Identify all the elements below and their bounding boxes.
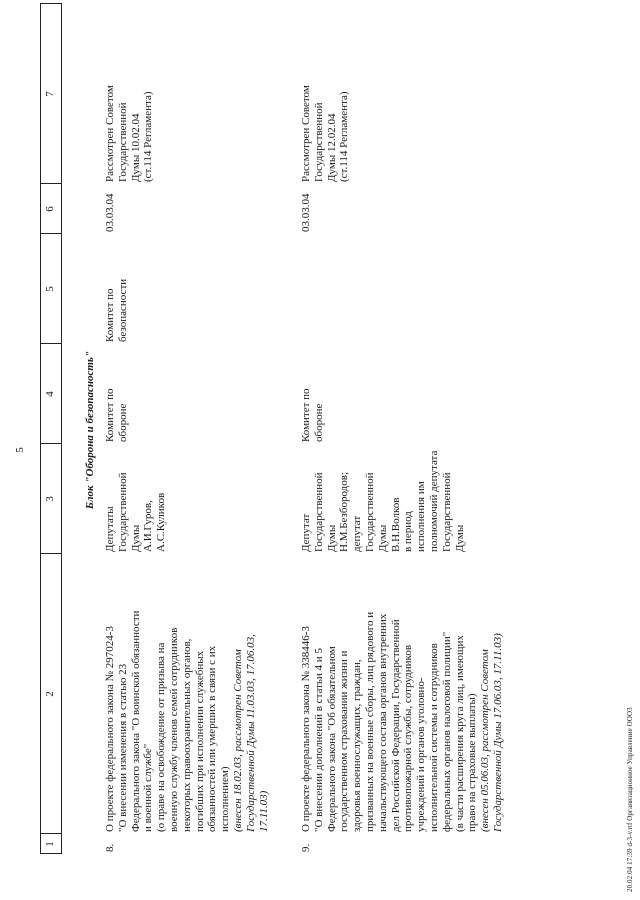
bill-description: О проекте федерального закона № 297024-3 "О внесении изменения в статью 23 Федерального закона "О воинской обязанности и военной службе" (о праве на освобождение от призыва на военную службу членов семей сотрудников некоторых правоохранительных органов, погибших при исполнении служебных обязанностей или умерших в связи с их исполнением) (внесен 18.02.03, рассмотрен Советом Государственной Думы 11.03.03, 17.06.03, 17.11.03) xyxy=(104,552,270,832)
block-title: Блок "Оборона и безопасность" xyxy=(84,350,96,510)
bill-note: (внесен 05.06.03, рассмотрен Советом Государственной Думы 17.06.03, 17.11.03) xyxy=(479,633,504,832)
column-number: 5 xyxy=(44,286,56,292)
co-executor-committee: Комитет по безопасности xyxy=(104,278,129,342)
row-number: 9. xyxy=(300,843,312,852)
column-number: 1 xyxy=(44,841,56,847)
bill-description: О проекте федерального закона № 338446-3 "О внесении дополнений в статьи 4 и 5 Федерального закона "Об обязательном государственном страховании жизни и здоровья военнослужащих, граждан, призванных на военные сборы, лиц рядового и начальствующего состава органов внутренних дел Российской Федерации, Государственной противопожарной службы, сотрудников учреждений и органов уголовно- исполнительной системы и сотрудников федеральных органов налоговой полиции" (в части расширения круга лиц, имеющих право на страховые выплаты) (внесен 05.06.03, рассмотрен Советом Государственной Думы 17.06.03, 17.11.03) xyxy=(300,552,505,832)
column-number: 2 xyxy=(44,691,56,697)
bill-initiators: Депутаты Государственной Думы А.И.Гуров, А.С.Куликов xyxy=(104,472,168,552)
row-number: 8. xyxy=(104,843,116,852)
responsible-committee: Комитет по обороне xyxy=(300,388,325,442)
column-number: 3 xyxy=(44,496,56,502)
review-status: Рассмотрен Советом Государственной Думы 10.02.04 (ст.114 Регламента) xyxy=(104,85,155,182)
column-number: 6 xyxy=(44,206,56,212)
column-number: 4 xyxy=(44,391,56,397)
document-footer: 20.02.04 17:39 d-3-v.rtf Организационное Управление ООО3 xyxy=(626,707,634,892)
bill-note: (внесен 18.02.03, рассмотрен Советом Государственной Думы 11.03.03, 17.06.03, 17.11.03) xyxy=(231,634,270,832)
bill-initiators: Депутат Государственной Думы Н.М.Безбородов; депутат Государственной Думы В.Н.Волков в период исполнения им полномочий депутата Государственной Думы xyxy=(300,450,466,552)
review-date: 03.03.04 xyxy=(104,193,116,232)
responsible-committee: Комитет по обороне xyxy=(104,388,129,442)
page-number: 5 xyxy=(14,447,26,453)
review-date: 03.03.04 xyxy=(300,193,312,232)
review-status: Рассмотрен Советом Государственной Думы 12.02.04 (ст.114 Регламента) xyxy=(300,85,351,182)
column-number: 7 xyxy=(44,91,56,97)
